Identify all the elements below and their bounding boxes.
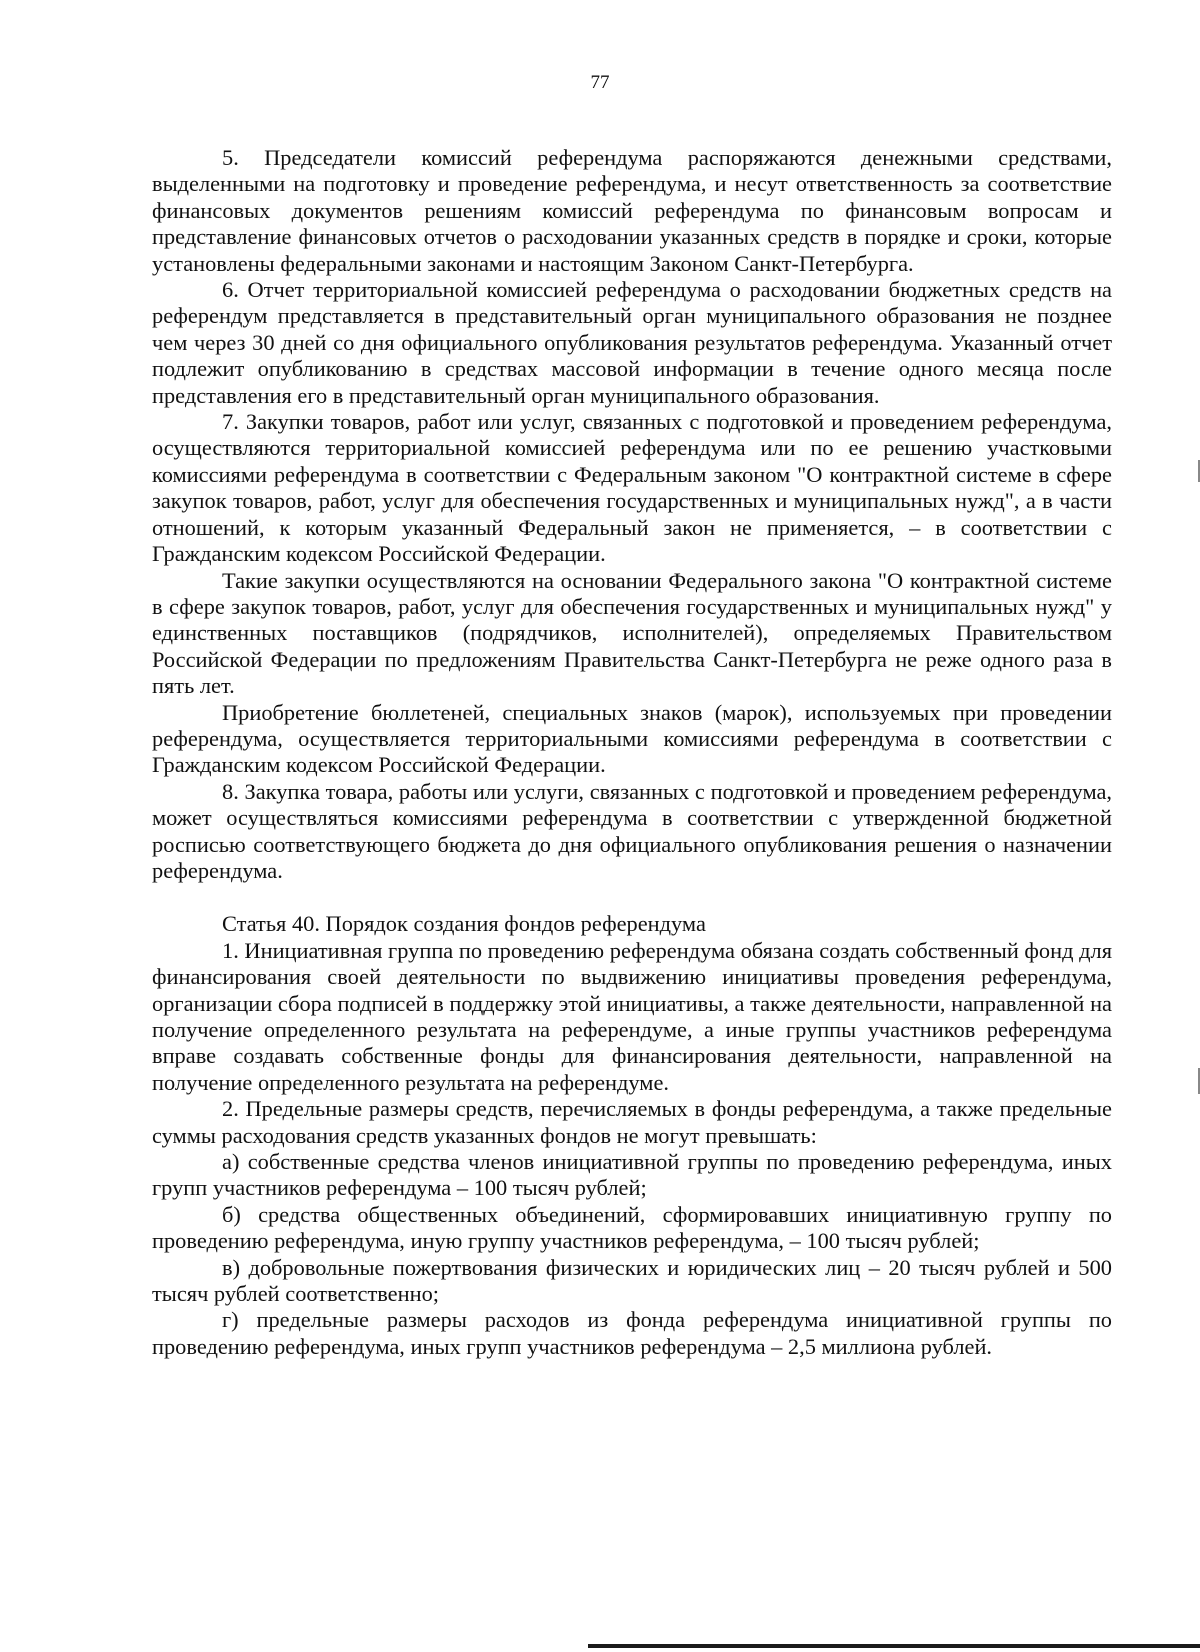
paragraph-6: 6. Отчет территориальной комиссией референдума о расходовании бюджетных средств на референдум представляется в представительный орган муниципального образования не позднее чем через 30 дней со дня официального опубликования результатов референдума. Указанный отчет подлежит опубликованию в средствах массовой информации в течение одного месяца после представления его в представительный орган муниципального образования. [152, 277, 1112, 408]
article-item-a: а) собственные средства членов инициативной группы по проведению референдума, иных групп участников референдума – 100 тысяч рублей; [152, 1149, 1112, 1201]
article-item-g: г) предельные размеры расходов из фонда референдума инициативной группы по проведению референдума, иных групп участников референдума – 2,5 миллиона рублей. [152, 1307, 1112, 1359]
article-paragraph-2: 2. Предельные размеры средств, перечисляемых в фонды референдума, а также предельные суммы расходования средств указанных фондов не могут превышать: [152, 1096, 1112, 1148]
article-paragraph-1: 1. Инициативная группа по проведению референдума обязана создать собственный фонд для финансирования своей деятельности по выдвижению инициативы проведения референдума, организации сбора подписей в поддержку этой инициативы, а также деятельности, направленной на получение определенного результата на референдуме, а иные группы участников референдума вправе создавать собственные фонды для финансирования деятельности, направленной на получение определенного результата на референдуме. [152, 937, 1112, 1095]
paragraph-5: 5. Председатели комиссий референдума распоряжаются денежными средствами, выделенными на подготовку и проведение референдума, и несут ответственность за соответствие финансовых документов решениям комиссий референдума по финансовым вопросам и представление финансовых отчетов о расходовании указанных средств в порядке и сроки, которые установлены федеральными законами и настоящим Законом Санкт-Петербурга. [152, 145, 1112, 276]
article-item-v: в) добровольные пожертвования физических и юридических лиц – 20 тысяч рублей и 500 тысяч рублей соответственно; [152, 1254, 1112, 1307]
paragraph-7-procurement: Такие закупки осуществляются на основании Федерального закона "О контрактной системе в сфере закупок товаров, работ, услуг для обеспечения государственных и муниципальных нужд" у единственных поставщиков (подрядчиков, исполнителей), определяемых Правительством Российской Федерации по предложениям Правительства Санкт-Петербурга не реже одного раза в пять лет. [152, 567, 1112, 699]
paragraph-7: 7. Закупки товаров, работ или услуг, связанных с подготовкой и проведением референдума, осуществляются территориальной комиссией референдума или по ее решению участковыми комиссиями референдума в соответствии с Федеральным законом "О контрактной системе в сфере закупок товаров, работ, услуг для обеспечения государственных и муниципальных нужд", а в части отношений, к которым указанный Федеральный закон не применяется, – в соответствии с Гражданским кодексом Российской Федерации. [152, 409, 1112, 567]
article-heading: Статья 40. Порядок создания фондов референдума [222, 911, 706, 937]
paragraph-7-ballots: Приобретение бюллетеней, специальных знаков (марок), используемых при проведении референдума, осуществляется территориальными комиссиями референдума в соответствии с Гражданским кодексом Российской Федерации. [152, 699, 1112, 778]
paragraph-8: 8. Закупка товара, работы или услуги, связанных с подготовкой и проведением референдума, может осуществляться комиссиями референдума в соответствии с утвержденной бюджетной росписью соответствующего бюджета до дня официального опубликования решения о назначении референдума. [152, 778, 1112, 883]
page-number: 77 [590, 72, 610, 93]
scan-bottom-rule [588, 1644, 1200, 1648]
article-item-b: б) средства общественных объединений, сформировавших инициативную группу по проведению референдума, иную группу участников референдума, – 100 тысяч рублей; [152, 1201, 1112, 1254]
document-body [152, 145, 1112, 1360]
